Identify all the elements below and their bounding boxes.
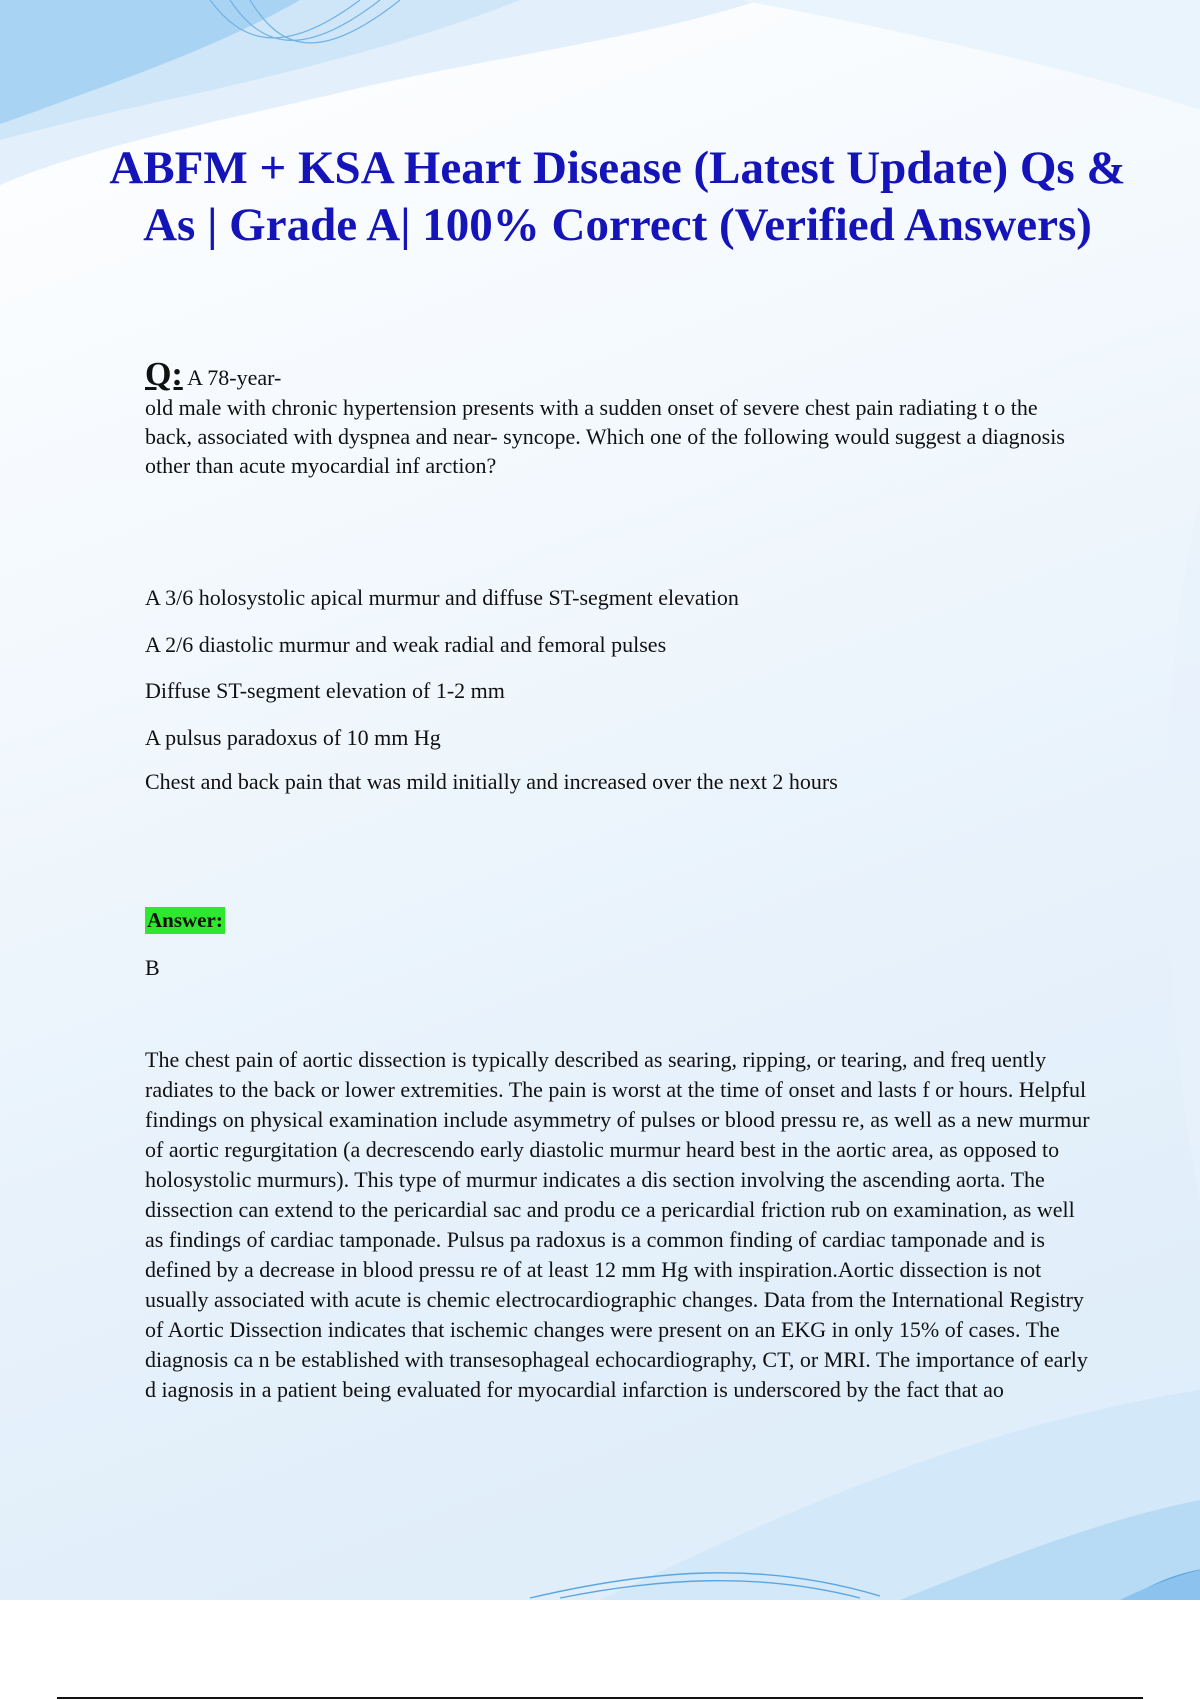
question-first-line (145, 356, 1090, 393)
answer-option: Diffuse ST-segment elevation of 1-2 mm (145, 678, 505, 703)
answer-option: A pulsus paradoxus of 10 mm Hg (145, 725, 441, 750)
answer-option: A 2/6 diastolic murmur and weak radial and femoral pulses (145, 632, 667, 657)
page-bottom-divider (57, 1697, 1143, 1699)
question-label: Q: (145, 356, 183, 393)
question-text: old male with chronic hypertension presents with a sudden onset of severe chest pain radiating t o the back, associated with dyspnea and near- syncope. Which one of the following would suggest a diagnosis other than acute myocardial inf arction? (145, 395, 1065, 478)
answer-value: B (145, 955, 160, 980)
answer-option: A 3/6 holosystolic apical murmur and diffuse ST-segment elevation (145, 585, 739, 610)
document-title: ABFM + KSA Heart Disease (Latest Update) Qs & As | Grade A| 100% Correct (Verified Answers) (109, 142, 1126, 251)
question-block (145, 356, 1090, 480)
answer-option: Chest and back pain that was mild initially and increased over the next 2 hours (145, 769, 838, 794)
answer-label: Answer: (147, 908, 223, 932)
question-first-text: A 78-year- (187, 365, 282, 390)
explanation-text: The chest pain of aortic dissection is typically described as searing, ripping, or tearing, and freq uently radiates to the back or lower extremities. The pain is worst at the time of onset and lasts f or hours. Helpful findings on physical examination include asymmetry of pulses or blood pressu re, as well as a new murmur of aortic regurgitation (a decrescendo early diastolic murmur heard best in the aortic area, as opposed to holosystolic murmurs). This type of murmur indicates a dis section involving the ascending aorta. The dissection can extend to the pericardial sac and produ ce a pericardial friction rub on examination, as well as findings of cardiac tamponade. Pulsus pa radoxus is a common finding of cardiac tamponade and is defined by a decrease in blood pressu re of at least 12 mm Hg with inspiration.Aortic dissection is not usually associated with acute is chemic electrocardiographic changes. Data from the International Registry of Aortic Dissection indicates that ischemic changes were present on an EKG in only 15% of cases. The diagnosis ca n be established with transesophageal echocardiography, CT, or MRI. The importance of early d iagnosis in a patient being evaluated for myocardial infarction is underscored by the fact that ao (145, 1047, 1090, 1402)
